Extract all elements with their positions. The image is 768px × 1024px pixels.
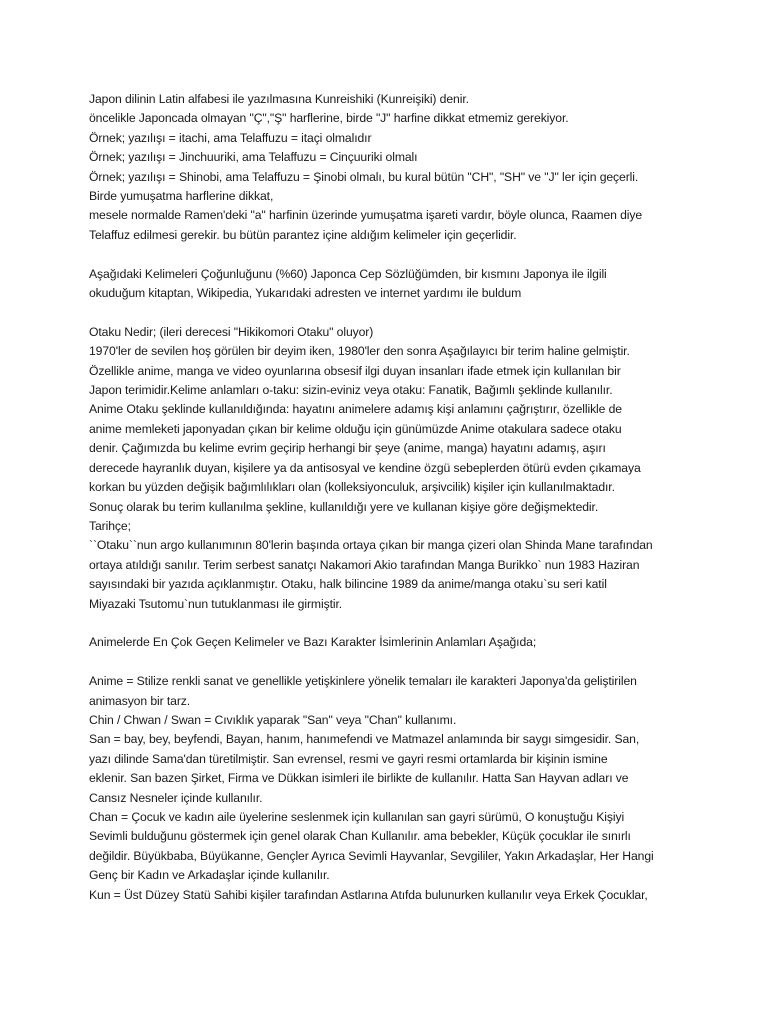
text-line: değildir. Büyükbaba, Büyükanne, Gençler Ayrıca Sevimli Hayvanlar, Sevgililer, Yakın Arkadaşlar, Her Hangi bbox=[89, 848, 654, 863]
text-line: Örnek; yazılışı = Shinobi, ama Telaffuzu = Şinobi olmalı, bu kural bütün "CH", "SH" ve "J" ler için geçerli. bbox=[89, 169, 639, 184]
text-line: anime memleketi japonyadan çıkan bir kelime olduğu için günümüzde Anime otakulara sadece otaku bbox=[89, 421, 622, 436]
text-line: ``Otaku``nun argo kullanımının 80'lerin başında ortaya çıkan bir manga çizeri olan Shinda Mane tarafından bbox=[89, 538, 653, 553]
paragraph-glossary bbox=[89, 672, 689, 905]
document-body bbox=[89, 90, 689, 905]
text-line: animasyon bir tarz. bbox=[89, 693, 191, 708]
text-line: korkan bu yüzden değişik bağımlılıkları olan (kolleksiyonculuk, arşivcilik) kişiler için kullanılmaktadır. bbox=[89, 480, 615, 495]
paragraph-sources bbox=[89, 265, 689, 304]
text-line: okuduğum kitaptan, Wikipedia, Yukarıdaki adresten ve internet yardımı ile buldum bbox=[89, 286, 522, 301]
paragraph-romanization bbox=[89, 90, 689, 245]
text-line: Sevimli bulduğunu göstermek için genel olarak Chan Kullanılır. ama bebekler, Küçük çocuklar ile sınırlı bbox=[89, 829, 631, 844]
text-line: Genç bir Kadın ve Arkadaşlar içinde kullanılır. bbox=[89, 868, 330, 883]
paragraph-spacer bbox=[89, 303, 689, 322]
text-line: Telaffuz edilmesi gerekir. bu bütün parantez içine aldığım kelimeler için geçerlidir. bbox=[89, 227, 517, 242]
text-line: Anime = Stilize renkli sanat ve genellikle yetişkinlere yönelik temaları ile karakteri Japonya'da geliştirilen bbox=[89, 674, 637, 689]
text-line: Miyazaki Tsutomu`nun tutuklanması ile girmiştir. bbox=[89, 596, 343, 611]
text-line: Aşağıdaki Kelimeleri Çoğunluğunu (%60) Japonca Cep Sözlüğümden, bir kısmını Japonya ile ilgili bbox=[89, 266, 607, 281]
text-line: Sonuç olarak bu terim kullanılma şekline, kullanıldığı yere ve kullanan kişiye göre değişmektedir. bbox=[89, 499, 599, 514]
text-line: Cansız Nesneler içinde kullanılır. bbox=[89, 790, 263, 805]
paragraph-spacer bbox=[89, 245, 689, 264]
text-line: Kun = Üst Düzey Statü Sahibi kişiler tarafından Astlarına Atıfda bulunurken kullanılır veya Erkek Çocuklar, bbox=[89, 887, 648, 902]
text-line: Anime Otaku şeklinde kullanıldığında: hayatını animelere adamış kişi anlamını çağrıştırır, özellikle de bbox=[89, 402, 622, 417]
text-line: mesele normalde Ramen'deki "a" harfinin üzerinde yumuşatma işareti vardır, böyle olunca, Raamen diye bbox=[89, 208, 643, 223]
text-line: ortaya atıldığı sanılır. Terim serbest sanatçı Nakamori Akio tarafından Manga Burikko` nun 1983 Haziran bbox=[89, 557, 640, 572]
text-line: sayısındaki bir yazıda açıklanmıştır. Otaku, halk bilincine 1989 da anime/manga otaku`su seri katil bbox=[89, 577, 607, 592]
section-heading: Animelerde En Çok Geçen Kelimeler ve Bazı Karakter İsimlerinin Anlamları Aşağıda; bbox=[89, 635, 537, 650]
text-line: Chan = Çocuk ve kadın aile üyelerine seslenmek için kullanılan san gayri sürümü, O konuştuğu Kişiyi bbox=[89, 809, 625, 824]
paragraph-heading bbox=[89, 633, 689, 652]
text-line: Tarihçe; bbox=[89, 518, 131, 533]
text-line: San = bay, bey, beyfendi, Bayan, hanım, hanımefendi ve Matmazel anlamında bir saygı simgesidir. San, bbox=[89, 732, 640, 747]
text-line: derecede hayranlık duyan, kişilere ya da antisosyal ve kendine özgü sebeplerden ötürü evden çıkamaya bbox=[89, 460, 641, 475]
text-line: Örnek; yazılışı = itachi, ama Telaffuzu = itaçi olmalıdır bbox=[89, 130, 372, 145]
text-line: eklenir. San bazen Şirket, Firma ve Dükkan isimleri ile birlikte de kullanılır. Hatta San Hayvan adları ve bbox=[89, 771, 629, 786]
text-line: öncelikle Japoncada olmayan "Ç","Ş" harflerine, birde "J" harfine dikkat etmemiz gerekiyor. bbox=[89, 111, 569, 126]
text-line: Özellikle anime, manga ve video oyunlarına obsesif ilgi duyan insanları ifade etmek için kullanılan bir bbox=[89, 363, 621, 378]
text-line: Otaku Nedir; (ileri derecesi "Hikikomori Otaku" oluyor) bbox=[89, 324, 374, 339]
text-line: 1970'ler de sevilen hoş görülen bir deyim iken, 1980'ler den sonra Aşağılayıcı bir terim haline gelmiştir. bbox=[89, 344, 630, 359]
text-line: Japon terimidir.Kelime anlamları o-taku: sizin-eviniz veya otaku: Fanatik, Bağımlı şeklinde kullanılır. bbox=[89, 383, 613, 398]
paragraph-otaku bbox=[89, 323, 689, 614]
text-line: denir. Çağımızda bu kelime evrim geçirip herhangi bir şeye (anime, manga) hayatını adamış, aşırı bbox=[89, 441, 606, 456]
text-line: Birde yumuşatma harflerine dikkat, bbox=[89, 189, 274, 204]
text-line: Chin / Chwan / Swan = Cıvıklık yaparak "San" veya "Chan" kullanımı. bbox=[89, 712, 457, 727]
text-line: Japon dilinin Latin alfabesi ile yazılmasına Kunreishiki (Kunreişiki) denir. bbox=[89, 92, 469, 106]
text-line: yazı dilinde Sama'dan türetilmiştir. San evrensel, resmi ve gayri resmi ortamlarda bir kişinin ismine bbox=[89, 751, 608, 766]
paragraph-spacer bbox=[89, 653, 689, 672]
text-line: Örnek; yazılışı = Jinchuuriki, ama Telaffuzu = Cinçuuriki olmalı bbox=[89, 150, 418, 165]
paragraph-spacer bbox=[89, 614, 689, 633]
